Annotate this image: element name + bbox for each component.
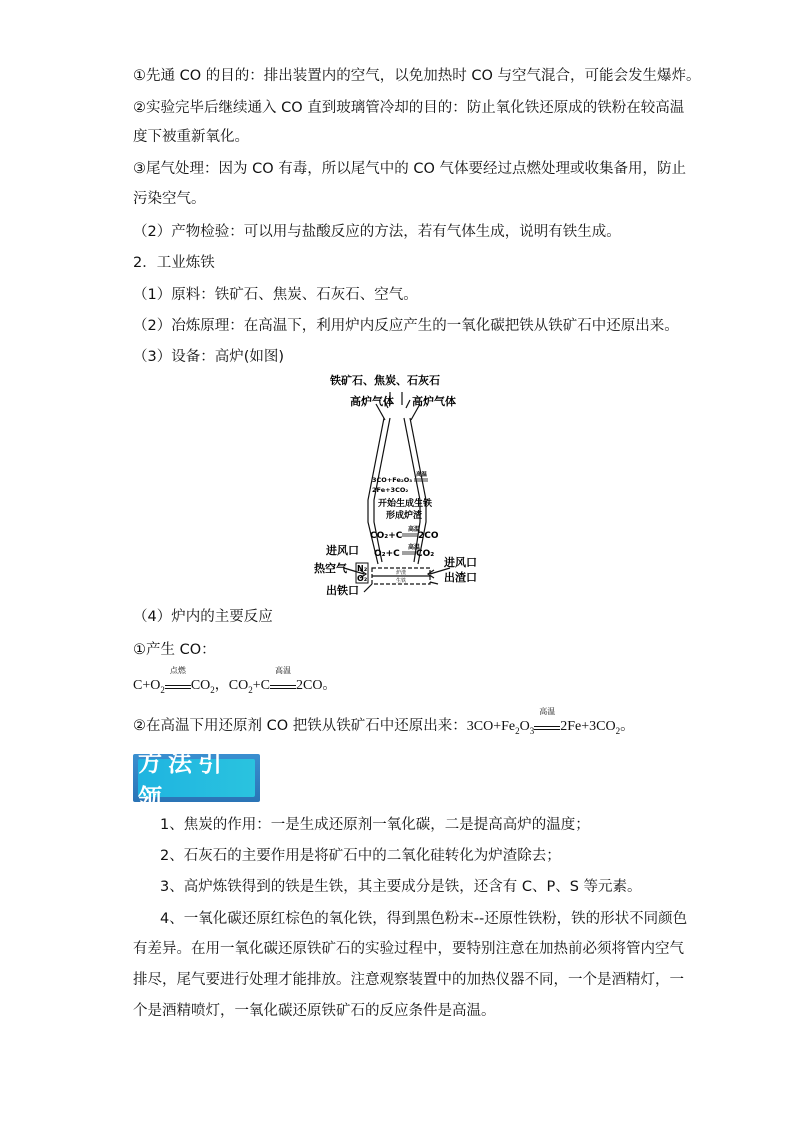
diagram-label: N₂	[357, 564, 368, 573]
diagram-label: 高温	[416, 472, 428, 478]
diagram-label: 高炉气体	[412, 395, 456, 408]
text-line: （2）产物检验：可以用与盐酸反应的方法，若有气体生成，说明有铁生成。	[133, 224, 621, 240]
diagram-label: 铁矿石、焦炭、石灰石	[330, 374, 440, 387]
text-line: 污染空气。	[133, 191, 206, 207]
diagram-label: CO₂+C	[370, 531, 403, 541]
diagram-label: 高炉气体	[350, 395, 394, 408]
diagram-label: 进风口	[326, 544, 359, 557]
diagram-label: 炉渣	[396, 570, 407, 576]
diagram-label: 热空气	[314, 562, 347, 575]
diagram-label: 开始生成生铁	[378, 499, 433, 509]
text-line: ③尾气处理：因为 CO 有毒，所以尾气中的 CO 气体要经过点燃处理或收集备用，防止	[133, 161, 687, 177]
blast-furnace-diagram	[306, 372, 488, 600]
text-line: 排尽，尾气要进行处理才能排放。注意观察装置中的加热仪器不同，一个是酒精灯，一	[133, 972, 684, 988]
text-line: （1）原料：铁矿石、焦炭、石灰石、空气。	[133, 287, 418, 303]
diagram-label: CO₂	[416, 549, 435, 559]
diagram-label: 出渣口	[444, 571, 477, 584]
equation-line: ②在高温下用还原剂 CO 把铁从铁矿石中还原出来：$3CO+Fe_2O_3$ 高温 $2Fe+3CO_2$。	[133, 707, 635, 736]
method-banner-title: 方法引领	[138, 759, 255, 797]
diagram-label: 3CO+Fe₂O₃	[372, 476, 413, 484]
diagram-label: 2Fe+3CO₂	[372, 486, 409, 494]
text-line: 3、高炉炼铁得到的铁是生铁，其主要成分是铁，还含有 C、P、S 等元素。	[160, 879, 642, 895]
method-banner	[133, 748, 260, 812]
diagram-label: 形成炉渣	[386, 511, 423, 521]
text-line: 4、一氧化碳还原红棕色的氧化铁，得到黑色粉末--还原性铁粉，铁的形状不同颜色	[160, 911, 688, 927]
diagram-label: 2CO	[418, 531, 439, 541]
text-line: 个是酒精喷灯，一氧化碳还原铁矿石的反应条件是高温。	[133, 1003, 496, 1019]
text-line: ①先通 CO 的目的：排出装置内的空气，以免加热时 CO 与空气混合，可能会发生爆炸。	[133, 68, 701, 84]
diagram-label: 生铁	[396, 578, 407, 584]
equation-line: $C+O_2$ 点燃 $CO_2$，$CO_2+C$ 高温 2CO。	[133, 666, 337, 695]
text-line: ①产生 CO：	[133, 642, 216, 658]
diagram-label: 进风口	[444, 556, 477, 569]
text-line: （3）设备：高炉(如图)	[133, 349, 285, 365]
text-line: ②实验完毕后继续通入 CO 直到玻璃管冷却的目的：防止氧化铁还原成的铁粉在较高温	[133, 100, 685, 116]
text-line: 度下被重新氧化。	[133, 129, 249, 145]
text-line: （4）炉内的主要反应	[133, 609, 273, 625]
diagram-label: O₂+C	[374, 549, 400, 559]
text-line: （2）冶炼原理：在高温下，利用炉内反应产生的一氧化碳把铁从铁矿石中还原出来。	[133, 318, 679, 334]
text-line: 1、焦炭的作用：一是生成还原剂一氧化碳，二是提高高炉的温度；	[160, 817, 590, 833]
text-line: 有差异。在用一氧化碳还原铁矿石的实验过程中，要特别注意在加热前必须将管内空气	[133, 941, 684, 957]
diagram-label: O₂	[357, 574, 368, 583]
diagram-label: 高温	[408, 526, 421, 533]
section-heading: 2．工业炼铁	[133, 255, 215, 271]
text-line: 2、石灰石的主要作用是将矿石中的二氧化硅转化为炉渣除去；	[160, 848, 561, 864]
diagram-label: 出铁口	[326, 584, 359, 597]
diagram-label: 高温	[408, 544, 421, 551]
